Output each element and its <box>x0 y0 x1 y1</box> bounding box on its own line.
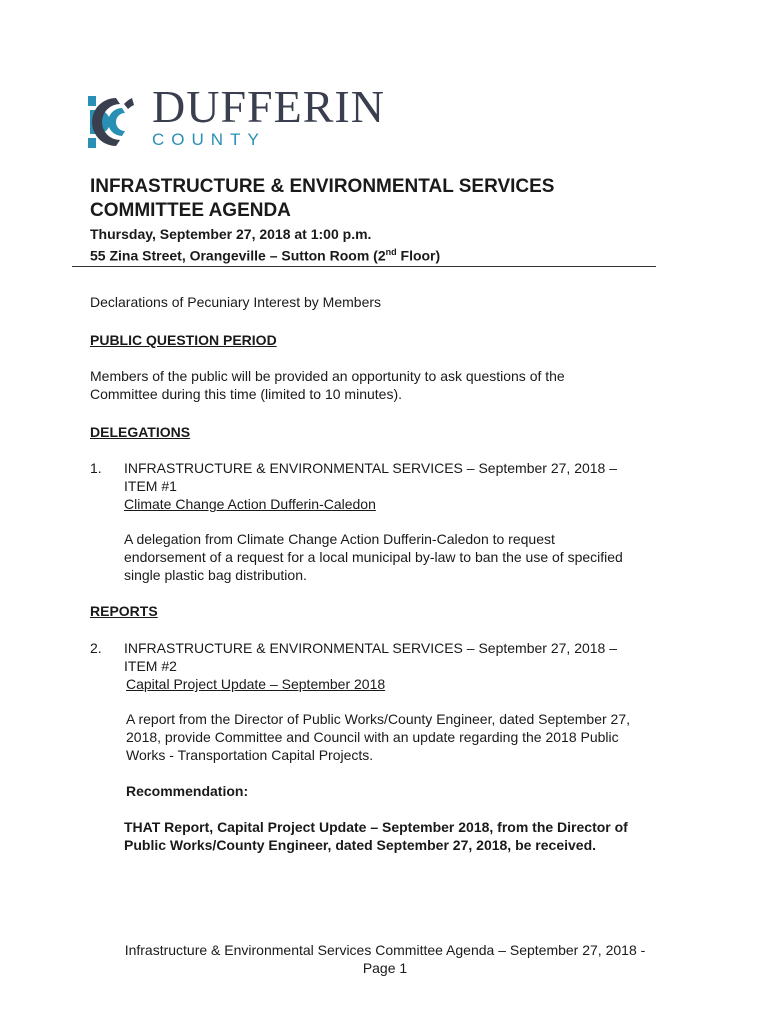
item-title-line: ITEM #2 <box>124 658 177 674</box>
recommendation-line: THAT Report, Capital Project Update – September 2018, from the Director of <box>124 819 628 835</box>
logo-county: COUNTY <box>152 130 266 149</box>
description-line: single plastic bag distribution. <box>124 567 307 583</box>
description-line: endorsement of a request for a local municipal by-law to ban the use of specified <box>124 549 623 565</box>
footer-line: Infrastructure & Environmental Services Committee Agenda – September 27, 2018 - <box>124 942 646 958</box>
description-line: A report from the Director of Public Works/County Engineer, dated September 27, <box>126 711 630 727</box>
location-text: 55 Zina Street, Orangeville – Sutton Room (2 <box>90 247 386 264</box>
report-item <box>124 639 617 693</box>
dufferin-county-logo-icon <box>88 94 146 150</box>
description-line: 2018, provide Committee and Council with an update regarding the 2018 Public <box>126 729 619 745</box>
public-question-text <box>90 367 565 403</box>
delegation-link[interactable]: Climate Change Action Dufferin-Caledon <box>124 496 376 512</box>
report-description <box>126 710 630 764</box>
page-number: Page 1 <box>362 960 408 976</box>
public-question-line: Committee during this time (limited to 10 minutes). <box>90 386 402 402</box>
reports-heading: REPORTS <box>90 603 158 619</box>
recommendation-text <box>124 818 628 854</box>
declarations-text: Declarations of Pecuniary Interest by Members <box>90 294 382 310</box>
title-line-1: INFRASTRUCTURE & ENVIRONMENTAL SERVICES <box>90 176 555 197</box>
item-number: 1. <box>90 460 102 476</box>
report-link[interactable]: Capital Project Update – September 2018 <box>126 676 386 692</box>
logo-wordmark: DUFFERIN <box>152 81 385 132</box>
item-title-line: INFRASTRUCTURE & ENVIRONMENTAL SERVICES – September 27, 2018 – <box>124 640 618 656</box>
description-line: A delegation from Climate Change Action Dufferin-Caledon to request <box>124 531 555 547</box>
header-divider <box>72 266 656 267</box>
public-question-line: Members of the public will be provided an opportunity to ask questions of the <box>90 368 565 384</box>
description-line: Works - Transportation Capital Projects. <box>126 747 374 763</box>
location-sup: nd <box>385 247 397 257</box>
public-question-heading: PUBLIC QUESTION PERIOD <box>90 332 277 348</box>
item-title-line: INFRASTRUCTURE & ENVIRONMENTAL SERVICES – September 27, 2018 – <box>124 460 618 476</box>
location-text-end: Floor) <box>396 247 441 264</box>
recommendation-label: Recommendation: <box>126 783 249 799</box>
item-title-line: ITEM #1 <box>124 478 177 494</box>
agenda-title <box>90 175 554 223</box>
meeting-location <box>90 243 440 265</box>
recommendation-line: Public Works/County Engineer, dated September 27, 2018, be received. <box>124 837 597 853</box>
meeting-datetime: Thursday, September 27, 2018 at 1:00 p.m. <box>90 226 372 242</box>
delegation-item <box>124 459 617 513</box>
delegation-description <box>124 530 623 584</box>
meeting-details <box>90 225 440 265</box>
item-number: 2. <box>90 640 102 656</box>
delegations-heading: DELEGATIONS <box>90 424 191 440</box>
title-line-2: COMMITTEE AGENDA <box>90 200 291 221</box>
page-footer <box>0 941 770 977</box>
